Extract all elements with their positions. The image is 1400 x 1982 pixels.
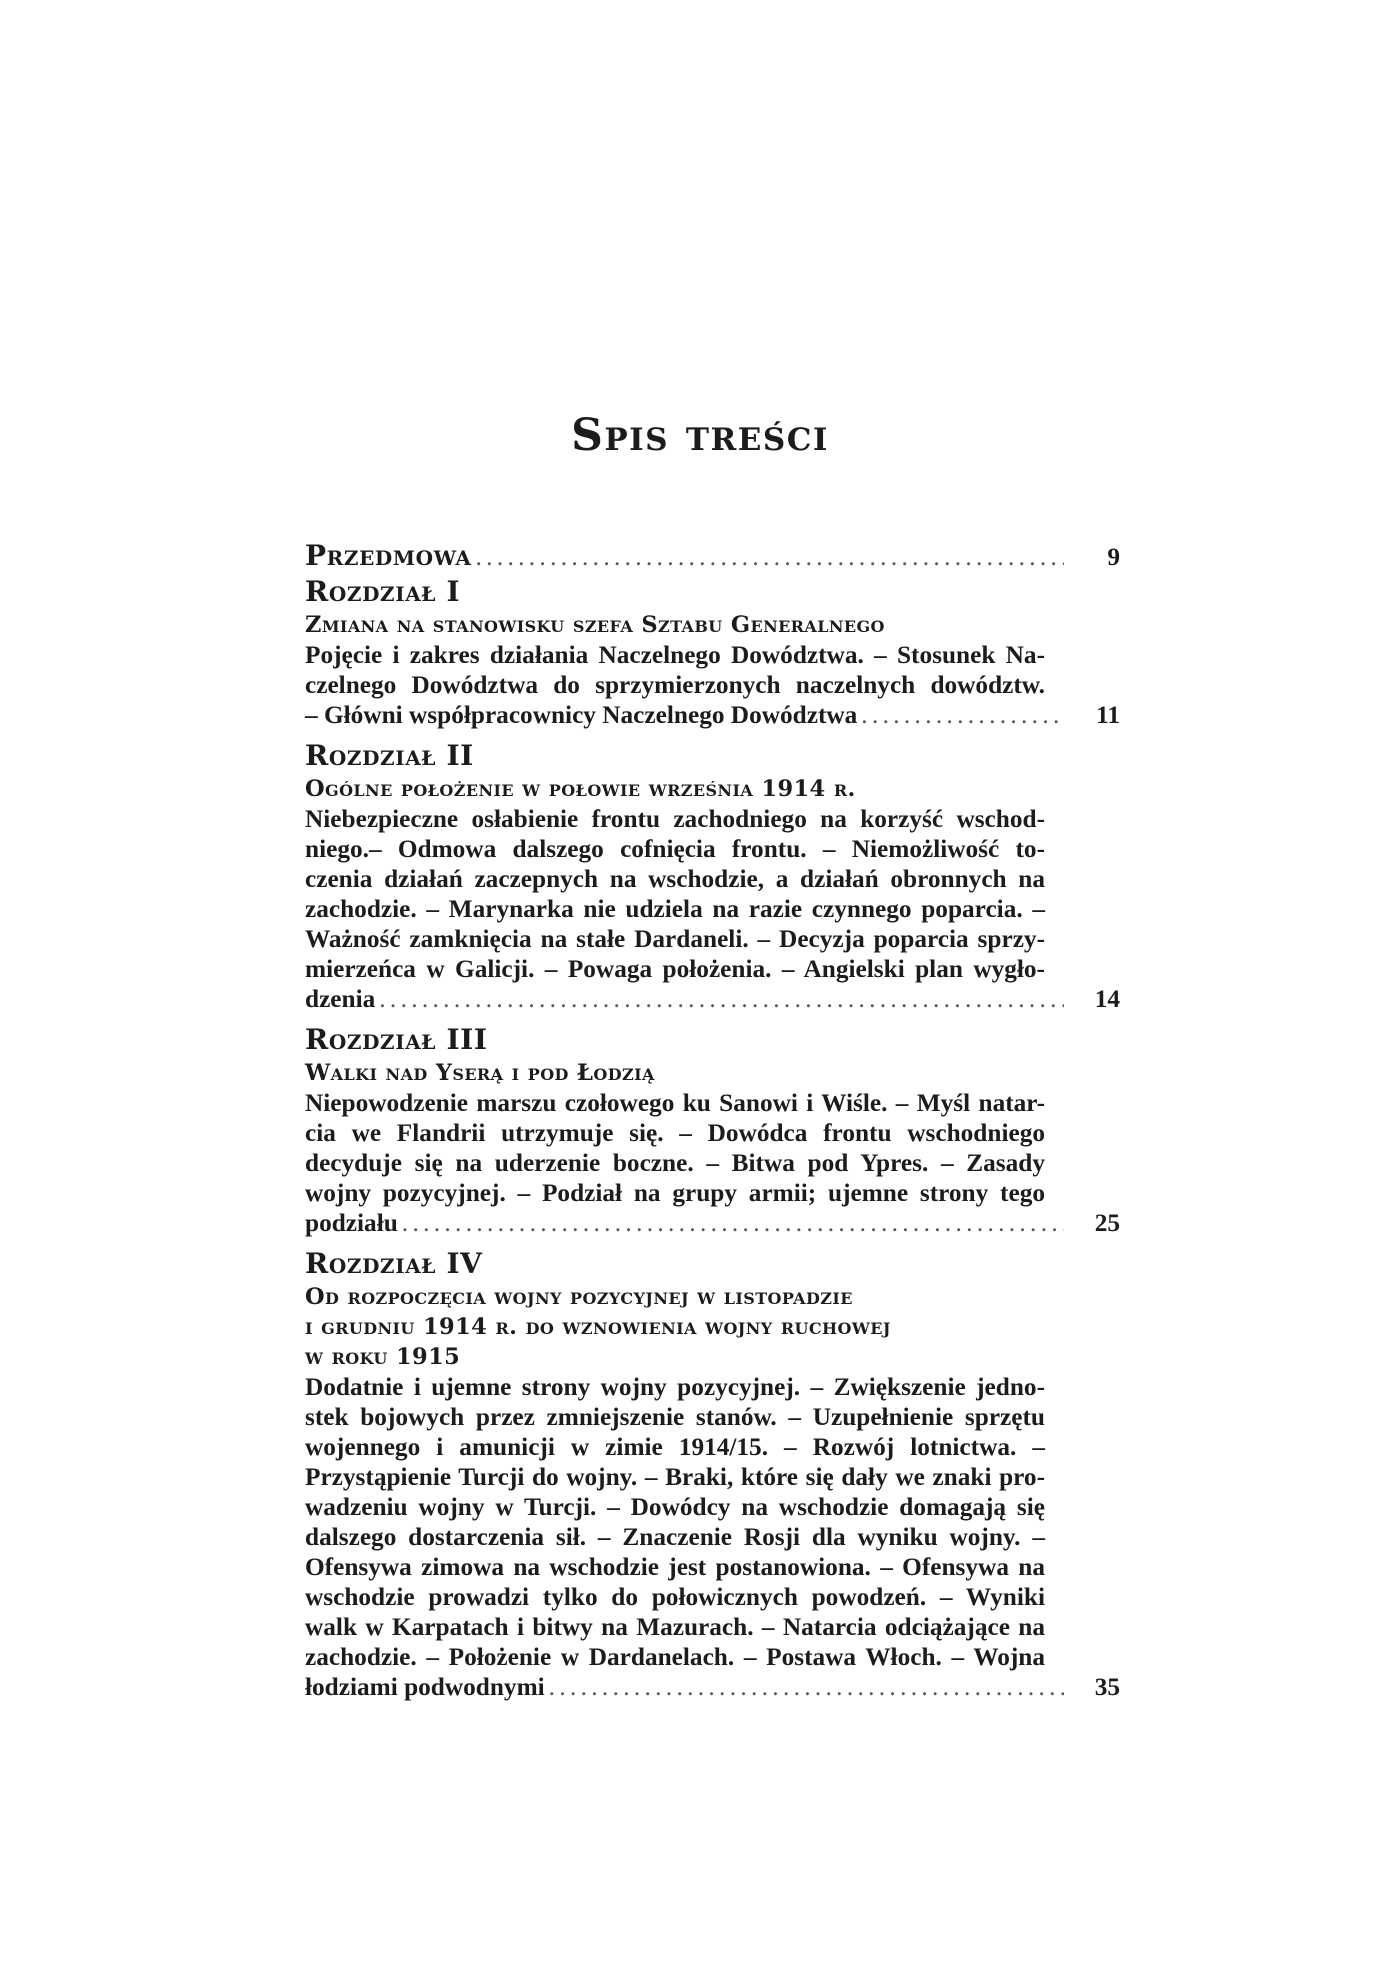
chapter-description-line: stek bojowych przez zmniejszenie stanów. – Uzupełnienie sprzętu [305,1403,1045,1431]
chapter-description-line: Pojęcie i zakres działania Naczelnego Dowództwa. – Stosunek Na- [305,641,1045,669]
chapter-last-line [305,700,1120,730]
chapter-description-line: Niebezpieczne osłabienie frontu zachodniego na korzyść wschod- [305,805,1045,833]
chapter-label: Rozdział IV [305,1247,483,1280]
chapter-description-line: Dodatnie i ujemne strony wojny pozycyjnej. – Zwiększenie jedno- [305,1373,1045,1401]
chapter-description-line: podziału [305,1209,398,1237]
chapter-description-line: niego.– Odmowa dalszego cofnięcia frontu. – Niemożliwość to- [305,835,1045,863]
chapter-description-line: cia we Flandrii utrzymuje się. – Dowódca frontu wschodniego [305,1119,1045,1147]
dot-leader [549,1672,1064,1702]
chapter-description-line: decyduje się na uderzenie boczne. – Bitwa pod Ypres. – Zasady [305,1149,1045,1177]
chapter-description-line: wojny pozycyjnej. – Podział na grupy armii; ujemne strony tego [305,1179,1045,1207]
page-number: 11 [1096,701,1120,729]
chapter-description-line: wojennego i amunicji w zimie 1914/15. – Rozwój lotnictwa. – [305,1433,1045,1461]
chapter-description-line: wschodzie prowadzi tylko do połowicznych powodzeń. – Wyniki [305,1583,1045,1611]
chapter-description-line: wadzeniu wojny w Turcji. – Dowódcy na wschodzie domagają się [305,1493,1045,1521]
chapter-description-line: mierzeńca w Galicji. – Powaga położenia. – Angielski plan wygło- [305,955,1045,983]
chapter-description-line: czelnego Dowództwa do sprzymierzonych naczelnych dowództw. [305,671,1045,699]
chapter-description-line: Ofensywa zimowa na wschodzie jest postanowiona. – Ofensywa na [305,1553,1045,1581]
chapter-description-line: łodziami podwodnymi [305,1673,545,1701]
chapter-title: Od rozpoczęcia wojny pozycyjnej w listopadzie [305,1284,853,1310]
chapter-description-line: zachodzie. – Położenie w Dardanelach. – Postawa Włoch. – Wojna [305,1643,1045,1671]
chapter-label: Rozdział III [305,1023,488,1056]
page-number: 9 [1107,543,1120,571]
dot-leader [476,539,1064,575]
page-number: 14 [1094,985,1120,1013]
page-number: 35 [1094,1673,1120,1701]
chapter-description-line: czenia działań zaczepnych na wschodzie, a działań obronnych na [305,865,1045,893]
entry-heading: Przedmowa [305,539,472,572]
chapter-last-line [305,1672,1120,1702]
toc-entry-chapter-3[interactable] [305,1022,1120,1238]
chapter-title: w roku 1915 [305,1344,461,1370]
page-title: Spis treści [571,410,829,461]
chapter-label: Rozdział I [305,575,461,608]
dot-leader [402,1208,1064,1238]
chapter-description-line: dzenia [305,985,376,1013]
toc-entry-chapter-1[interactable] [305,574,1120,730]
chapter-description-line: zachodzie. – Marynarka nie udziela na razie czynnego poparcia. – [305,895,1045,923]
chapter-last-line [305,1208,1120,1238]
chapter-description-line: dalszego dostarczenia sił. – Znaczenie Rosji dla wyniku wojny. – [305,1523,1045,1551]
chapter-title: Ogólne położenie w połowie września 1914 r. [305,776,856,802]
toc-entry-chapter-2[interactable] [305,738,1120,1014]
chapter-label: Rozdział II [305,739,474,772]
chapter-title: Walki nad Yserą i pod Łodzią [305,1060,655,1086]
dot-leader [861,700,1064,730]
page-number: 25 [1094,1209,1120,1237]
toc-entry-chapter-4[interactable] [305,1246,1120,1702]
chapter-title: Zmiana na stanowisku szefa Sztabu Generalnego [305,612,885,638]
chapter-last-line [305,984,1120,1014]
chapter-description-line: – Główni współpracownicy Naczelnego Dowództwa [305,701,858,729]
chapter-description-line: Niepowodzenie marszu czołowego ku Sanowi i Wiśle. – Myśl natar- [305,1089,1045,1117]
chapter-description-line: walk w Karpatach i bitwy na Mazurach. – Natarcia odciążające na [305,1613,1045,1641]
chapter-description-line: Ważność zamknięcia na stałe Dardaneli. – Decyzja poparcia sprzy- [305,925,1045,953]
chapter-description-line: Przystąpienie Turcji do wojny. – Braki, które się dały we znaki pro- [305,1463,1045,1491]
table-of-contents [305,538,1120,1702]
dot-leader [379,984,1064,1014]
chapter-title: i grudniu 1914 r. do wznowienia wojny ruchowej [305,1314,891,1340]
toc-entry-przedmowa[interactable] [305,538,1120,574]
